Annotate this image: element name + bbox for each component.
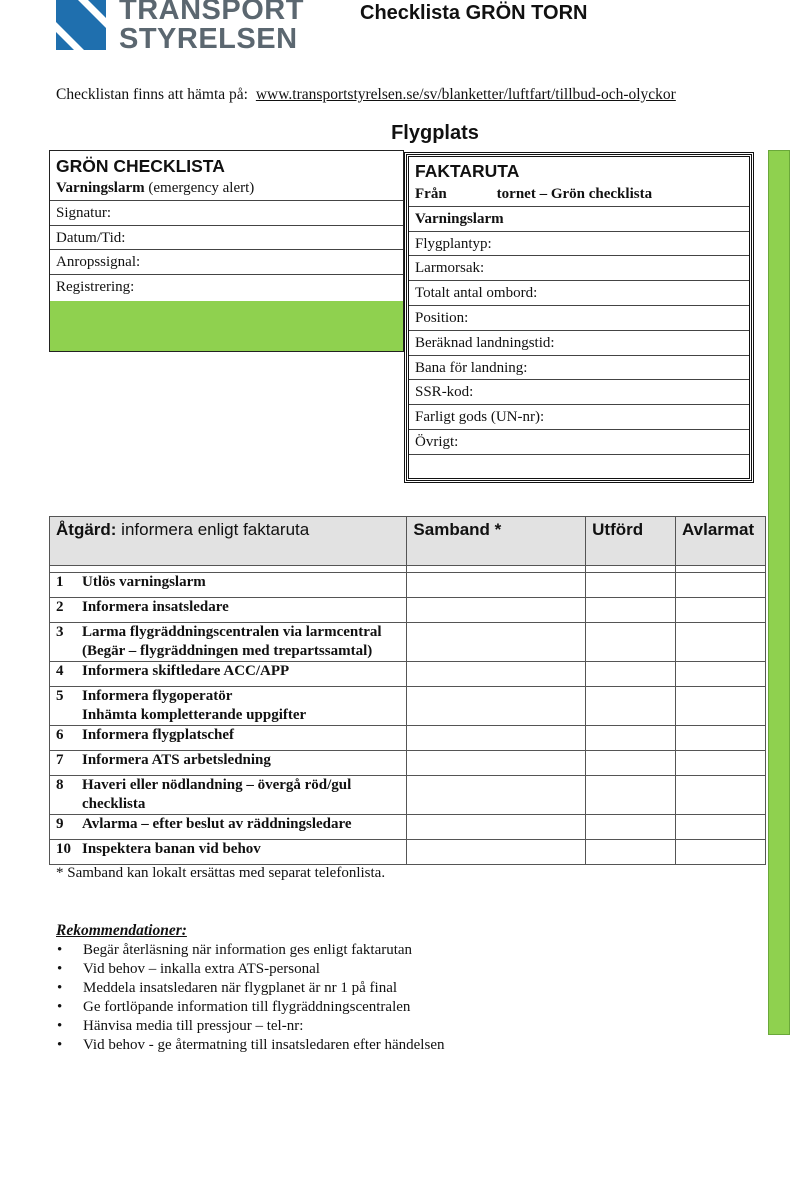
- airport-heading: Flygplats: [391, 122, 479, 144]
- logo-text-line1: TRANSPORT: [119, 0, 304, 26]
- cancelled-cell[interactable]: [676, 573, 766, 598]
- done-cell[interactable]: [586, 662, 676, 687]
- action-number: 7: [56, 752, 64, 768]
- field-signature[interactable]: Signatur:: [50, 201, 403, 226]
- recommendation-item: [56, 960, 444, 979]
- cancelled-cell[interactable]: [676, 623, 766, 662]
- action-line: [56, 573, 406, 592]
- header-action: [50, 517, 407, 566]
- comm-cell[interactable]: [407, 573, 586, 598]
- bullet-icon: •: [57, 1018, 63, 1034]
- action-text: Informera flygplatschef: [82, 727, 235, 743]
- action-cell: [50, 687, 407, 726]
- action-cell: [50, 598, 407, 623]
- cancelled-cell[interactable]: [676, 687, 766, 726]
- recommendation-text: Hänvisa media till pressjour – tel-nr:: [83, 1018, 304, 1034]
- field-alarm-cause[interactable]: Larmorsak:: [409, 256, 749, 281]
- comm-cell[interactable]: [407, 687, 586, 726]
- recommendation-item: [56, 1017, 444, 1036]
- green-fill-block: [50, 301, 403, 351]
- comm-cell[interactable]: [407, 662, 586, 687]
- done-cell[interactable]: [586, 598, 676, 623]
- fact-from-row: [409, 182, 749, 207]
- table-row: [50, 573, 766, 598]
- action-number: 1: [56, 574, 64, 590]
- table-spacer-row: [50, 566, 766, 573]
- table-row: [50, 726, 766, 751]
- cancelled-cell[interactable]: [676, 751, 766, 776]
- logo-mark-icon: [56, 0, 106, 50]
- action-text-continued: (Begär – flygräddningen med trepartssamtal): [82, 643, 373, 659]
- source-url-link[interactable]: www.transportstyrelsen.se/sv/blanketter/luftfart/tillbud-och-olyckor: [255, 86, 676, 103]
- action-text: Informera insatsledare: [82, 599, 229, 615]
- field-ssr-code[interactable]: SSR-kod:: [409, 380, 749, 405]
- field-estimated-landing[interactable]: Beräknad landningstid:: [409, 331, 749, 356]
- table-row: [50, 687, 766, 726]
- bullet-icon: •: [57, 999, 63, 1015]
- bullet-icon: •: [57, 961, 63, 977]
- fact-alarm-label: Varningslarm: [409, 207, 749, 232]
- action-text: Haveri eller nödlandning – övergå röd/gul: [82, 777, 352, 793]
- table-row: [50, 751, 766, 776]
- done-cell[interactable]: [586, 687, 676, 726]
- table-row: [50, 840, 766, 865]
- recommendation-text: Vid behov – inkalla extra ATS-personal: [83, 961, 320, 977]
- done-cell[interactable]: [586, 840, 676, 865]
- action-text: Utlös varningslarm: [82, 574, 206, 590]
- emergency-alert-label: Varningslarm: [56, 180, 145, 196]
- field-callsign[interactable]: Anropssignal:: [50, 250, 403, 275]
- action-cell: [50, 840, 407, 865]
- action-line: [56, 623, 406, 642]
- action-cell: [50, 815, 407, 840]
- comm-cell[interactable]: [407, 598, 586, 623]
- recommendation-item: [56, 979, 444, 998]
- document-title: Checklista GRÖN TORN: [360, 2, 588, 24]
- action-number: 3: [56, 624, 64, 640]
- action-line: [56, 840, 406, 859]
- emergency-alert-english: (emergency alert): [144, 180, 255, 196]
- fact-box-inner: [408, 156, 750, 479]
- table-row: [50, 776, 766, 815]
- field-position[interactable]: Position:: [409, 306, 749, 331]
- action-number: 5: [56, 688, 64, 704]
- recommendation-item: [56, 998, 444, 1017]
- cancelled-cell[interactable]: [676, 840, 766, 865]
- action-line: [56, 662, 406, 681]
- recommendation-text: Ge fortlöpande information till flygräddningscentralen: [83, 999, 411, 1015]
- cancelled-cell[interactable]: [676, 598, 766, 623]
- recommendation-text: Begär återläsning när information ges enligt faktarutan: [83, 942, 413, 958]
- field-blank[interactable]: [409, 455, 749, 480]
- action-number: 8: [56, 777, 64, 793]
- action-line: [56, 815, 406, 834]
- header-communication: Samband *: [407, 517, 586, 566]
- action-number: 9: [56, 816, 64, 832]
- fact-from-label: Från: [415, 186, 447, 202]
- action-line: [56, 751, 406, 770]
- bullet-icon: •: [57, 980, 63, 996]
- cancelled-cell[interactable]: [676, 815, 766, 840]
- green-side-bar: [768, 150, 790, 1035]
- action-line: [56, 598, 406, 617]
- table-row: [50, 662, 766, 687]
- action-table-body: [50, 566, 766, 865]
- action-cell: [50, 623, 407, 662]
- comm-cell[interactable]: [407, 815, 586, 840]
- comm-cell[interactable]: [407, 623, 586, 662]
- field-other[interactable]: Övrigt:: [409, 430, 749, 455]
- action-number: 10: [56, 841, 71, 857]
- fact-from-rest: tornet – Grön checklista: [496, 186, 653, 202]
- table-row: [50, 598, 766, 623]
- action-number: 6: [56, 727, 64, 743]
- source-prefix: Checklistan finns att hämta på:: [56, 86, 248, 103]
- fact-box: [404, 152, 754, 483]
- cancelled-cell[interactable]: [676, 726, 766, 751]
- cancelled-cell[interactable]: [676, 776, 766, 815]
- done-cell[interactable]: [586, 726, 676, 751]
- action-line: [56, 776, 406, 795]
- header-action-rest: informera enligt faktaruta: [116, 520, 310, 539]
- field-dangerous-goods[interactable]: Farligt gods (UN-nr):: [409, 405, 749, 430]
- done-cell[interactable]: [586, 623, 676, 662]
- recommendation-text: Vid behov - ge återmatning till insatsledaren efter händelsen: [83, 1037, 445, 1053]
- done-cell[interactable]: [586, 776, 676, 815]
- recommendation-item: [56, 1036, 444, 1055]
- footnote: * Samband kan lokalt ersättas med separat telefonlista.: [56, 865, 386, 881]
- green-checklist-title: GRÖN CHECKLISTA: [56, 156, 225, 176]
- done-cell[interactable]: [586, 751, 676, 776]
- header-cancelled: Avlarmat: [676, 517, 766, 566]
- action-line: [56, 687, 406, 706]
- logo-text-line2: STYRELSEN: [119, 23, 298, 55]
- action-text: Informera flygoperatör: [82, 688, 233, 704]
- table-row: [50, 623, 766, 662]
- source-line: [56, 86, 676, 104]
- fact-box-title: FAKTARUTA: [415, 161, 520, 181]
- field-landing-runway[interactable]: Bana för landning:: [409, 356, 749, 381]
- comm-cell[interactable]: [407, 726, 586, 751]
- action-cell: [50, 726, 407, 751]
- action-number: 4: [56, 663, 64, 679]
- recommendation-text: Meddela insatsledaren när flygplanet är nr 1 på final: [83, 980, 398, 996]
- green-checklist-box: [49, 150, 404, 352]
- action-text-continued: checklista: [82, 796, 146, 812]
- action-cell: [50, 776, 407, 815]
- action-text: Informera skiftledare ACC/APP: [82, 663, 290, 679]
- action-number: 2: [56, 599, 64, 615]
- action-text: Informera ATS arbetsledning: [82, 752, 271, 768]
- bullet-icon: •: [57, 942, 63, 958]
- table-row: [50, 815, 766, 840]
- action-cell: [50, 573, 407, 598]
- header-action-label: Åtgärd:: [56, 520, 117, 539]
- recommendations-list: [56, 941, 444, 1055]
- emergency-alert-subtitle: [50, 176, 403, 201]
- comm-cell[interactable]: [407, 751, 586, 776]
- done-cell[interactable]: [586, 573, 676, 598]
- action-cell: [50, 662, 407, 687]
- action-text-continued: Inhämta kompletterande uppgifter: [82, 707, 307, 723]
- done-cell[interactable]: [586, 815, 676, 840]
- action-line: [56, 726, 406, 745]
- recommendations-heading: Rekommendationer:: [56, 922, 187, 939]
- recommendation-item: [56, 941, 444, 960]
- action-table-header-row: [50, 517, 766, 566]
- field-date-time[interactable]: Datum/Tid:: [50, 226, 403, 251]
- transportstyrelsen-logo: [56, 0, 304, 55]
- field-persons-on-board[interactable]: Totalt antal ombord:: [409, 281, 749, 306]
- bullet-icon: •: [57, 1037, 63, 1053]
- action-text: Inspektera banan vid behov: [82, 841, 261, 857]
- cancelled-cell[interactable]: [676, 662, 766, 687]
- action-cell: [50, 751, 407, 776]
- action-text: Avlarma – efter beslut av räddningsledare: [82, 816, 352, 832]
- field-registration[interactable]: Registrering:: [56, 279, 135, 296]
- action-text: Larma flygräddningscentralen via larmcentral: [82, 624, 382, 640]
- action-table: [49, 516, 766, 865]
- header-done: Utförd: [586, 517, 676, 566]
- field-aircraft-type[interactable]: Flygplantyp:: [409, 232, 749, 257]
- comm-cell[interactable]: [407, 776, 586, 815]
- comm-cell[interactable]: [407, 840, 586, 865]
